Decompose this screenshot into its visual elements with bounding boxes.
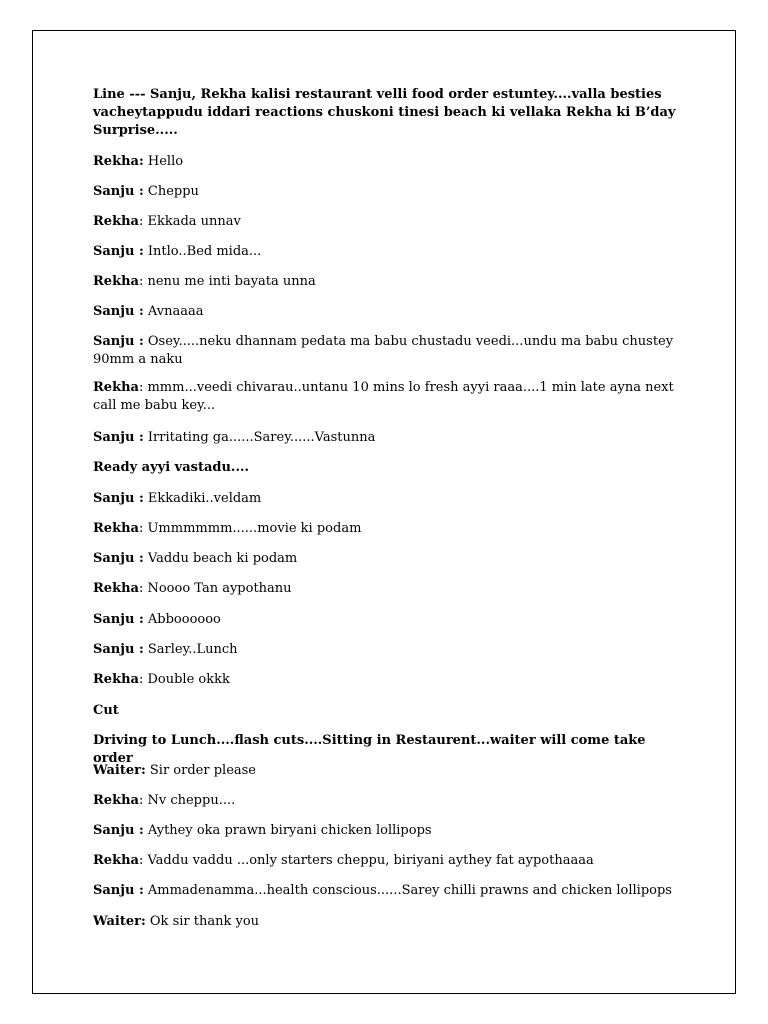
dialogue-line [93, 213, 678, 231]
speaker-name: Waiter: [93, 763, 146, 778]
speaker-name: Rekha [93, 380, 139, 395]
dialogue-line [93, 183, 678, 201]
dialogue-line [93, 333, 678, 369]
dialogue-line [93, 702, 678, 720]
speaker-name: Sanju : [93, 551, 144, 566]
scene-direction: Cut [93, 703, 119, 718]
dialogue-line [93, 273, 678, 291]
dialogue-line [93, 762, 678, 780]
page-border [32, 30, 736, 994]
speaker-name: Rekha: [93, 154, 144, 169]
speaker-name: Rekha [93, 793, 139, 808]
dialogue-text: Ok sir thank you [145, 914, 260, 929]
scene-direction: Driving to Lunch....flash cuts....Sitting in Restaurent...waiter will come take order [93, 733, 646, 766]
dialogue-line [93, 882, 678, 900]
dialogue-line [93, 852, 678, 870]
dialogue-text: Vaddu beach ki podam [143, 551, 298, 566]
dialogue-text: Sarley..Lunch [143, 642, 238, 657]
speaker-name: Sanju : [93, 334, 144, 349]
speaker-name: Rekha [93, 672, 139, 687]
speaker-name: Rekha [93, 581, 139, 596]
dialogue-text: Aythey oka prawn biryani chicken lollipops [143, 823, 432, 838]
dialogue-line [93, 520, 678, 538]
dialogue-text: Cheppu [143, 184, 199, 199]
dialogue-text: : Double okkk [138, 672, 230, 687]
dialogue-line [93, 429, 678, 447]
dialogue-line [93, 822, 678, 840]
speaker-name: Waiter: [93, 914, 146, 929]
scene-direction: Ready ayyi vastadu.... [93, 460, 250, 475]
dialogue-text: : nenu me inti bayata unna [138, 274, 316, 289]
speaker-name: Sanju : [93, 304, 144, 319]
dialogue-text: Abboooooo [143, 612, 221, 627]
dialogue-text: Ekkadiki..veldam [143, 491, 262, 506]
dialogue-text: : mmm...veedi chivarau..untanu 10 mins lo fresh ayyi raaa....1 min late ayna next call me babu key... [93, 380, 674, 413]
speaker-name: Sanju : [93, 244, 144, 259]
dialogue-text: : Vaddu vaddu ...only starters cheppu, biriyani aythey fat aypothaaaa [138, 853, 594, 868]
speaker-name: Sanju : [93, 491, 144, 506]
dialogue-text: : Ummmmmm......movie ki podam [138, 521, 362, 536]
dialogue-line [93, 550, 678, 568]
dialogue-text: Avnaaaa [143, 304, 204, 319]
dialogue-line [93, 459, 678, 477]
dialogue-text: : Noooo Tan aypothanu [138, 581, 292, 596]
dialogue-line [93, 303, 678, 321]
dialogue-text: Sir order please [145, 763, 256, 778]
dialogue-line [93, 490, 678, 508]
speaker-name: Rekha [93, 274, 139, 289]
dialogue-line [93, 671, 678, 689]
dialogue-line [93, 580, 678, 598]
speaker-name: Sanju : [93, 642, 144, 657]
dialogue-line [93, 243, 678, 261]
dialogue-text: Ammadenamma...health conscious......Sarey chilli prawns and chicken lollipops [143, 883, 672, 898]
dialogue-line [93, 153, 678, 171]
speaker-name: Sanju : [93, 184, 144, 199]
dialogue-text: : Nv cheppu.... [138, 793, 236, 808]
dialogue-line [93, 379, 678, 415]
speaker-name: Rekha [93, 521, 139, 536]
speaker-name: Rekha [93, 214, 139, 229]
speaker-name: Sanju : [93, 883, 144, 898]
dialogue-line [93, 792, 678, 810]
dialogue-text: Intlo..Bed mida... [143, 244, 262, 259]
dialogue-text: Hello [143, 154, 184, 169]
speaker-name: Sanju : [93, 430, 144, 445]
dialogue-text: Osey.....neku dhannam pedata ma babu chustadu veedi...undu ma babu chustey 90mm a naku [93, 334, 674, 367]
dialogue-line [93, 641, 678, 659]
dialogue-text: : Ekkada unnav [138, 214, 241, 229]
speaker-name: Sanju : [93, 823, 144, 838]
dialogue-line [93, 611, 678, 629]
speaker-name: Sanju : [93, 612, 144, 627]
dialogue-line [93, 913, 678, 931]
dialogue-text: Irritating ga......Sarey......Vastunna [143, 430, 376, 445]
speaker-name: Rekha [93, 853, 139, 868]
intro-paragraph: Line --- Sanju, Rekha kalisi restaurant velli food order estuntey....valla besties vacheytappudu iddari reactions chuskoni tinesi beach ki vellaka Rekha ki B’day Surprise..... [93, 87, 676, 138]
